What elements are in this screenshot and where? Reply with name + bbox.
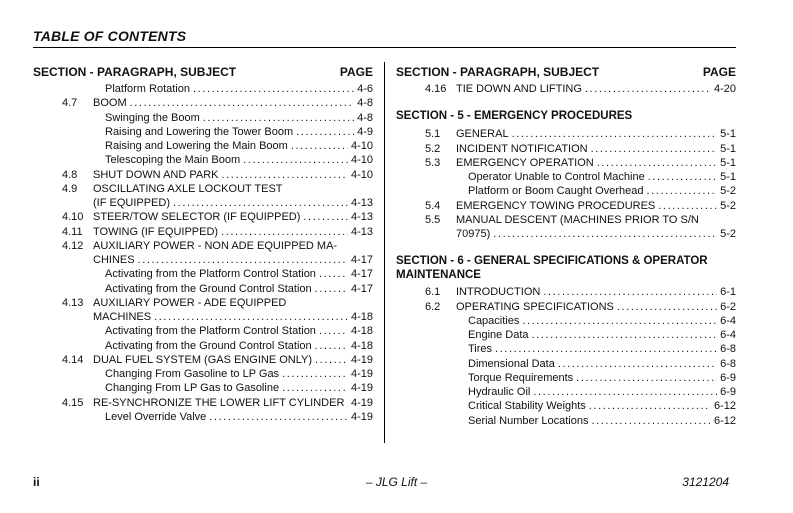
toc-entry-page: 4-20	[713, 83, 736, 95]
toc-entry-subject: SHUT DOWN AND PARK	[93, 168, 219, 181]
toc-entry[interactable]	[396, 342, 736, 356]
toc-leader-dots	[315, 339, 348, 353]
toc-leader-dots	[658, 199, 717, 213]
toc-entry-subject: Hydraulic Oil	[468, 386, 531, 398]
toc-entry-number: 4.10	[62, 211, 84, 224]
toc-entry-subject: Platform Rotation	[105, 83, 190, 95]
toc-entry[interactable]	[33, 353, 373, 367]
toc-entry-subject: TIE DOWN AND LIFTING	[456, 83, 582, 95]
toc-entry[interactable]	[396, 156, 736, 170]
toc-entry-number: 4.8	[62, 168, 78, 181]
toc-entry-subject: Engine Data	[468, 329, 529, 341]
toc-leader-dots	[222, 168, 348, 182]
page-header-label: PAGE	[339, 65, 373, 79]
toc-leader-dots	[303, 210, 348, 224]
toc-leader-dots	[291, 139, 348, 153]
toc-leader-dots	[282, 367, 348, 381]
toc-leader-dots	[558, 357, 717, 371]
toc-entry-subject: Changing From LP Gas to Gasoline	[105, 382, 280, 395]
toc-entry-subject: INCIDENT NOTIFICATION	[456, 142, 588, 155]
toc-entry-number: 4.13	[62, 296, 84, 309]
toc-entry-subject: RE-SYNCHRONIZE THE LOWER LIFT CYLINDER	[93, 396, 345, 409]
toc-entry[interactable]	[33, 282, 373, 296]
left-toc-list	[33, 82, 373, 424]
toc-entry-subject: INTRODUCTION	[456, 286, 541, 299]
toc-entry-number: 4.11	[62, 225, 83, 238]
right-column-header	[396, 64, 736, 82]
toc-entry[interactable]	[396, 328, 736, 342]
toc-entry-page: 4-19	[350, 410, 373, 423]
toc-entry-subject: Activating from the Platform Control Station	[105, 325, 316, 338]
page-header-label: PAGE	[702, 65, 736, 79]
toc-entry-subject: Level Override Valve	[105, 410, 207, 423]
toc-leader-dots	[282, 381, 348, 395]
toc-entry-subject: Activating from the Ground Control Station	[105, 339, 312, 352]
toc-entry-subject: Raising and Lowering the Main Boom	[105, 140, 288, 152]
toc-entry-number: 4.14	[62, 353, 84, 366]
toc-entry[interactable]	[396, 371, 736, 385]
toc-entry-subject: Dimensional Data	[468, 357, 555, 370]
toc-entry-number: 4.7	[62, 97, 78, 110]
toc-entry-page: 6-8	[720, 343, 736, 356]
toc-entry-number: 4.16	[425, 83, 447, 95]
toc-entry-subject: Platform or Boom Caught Overhead	[468, 185, 644, 198]
toc-leader-dots	[130, 96, 354, 110]
toc-leader-dots	[585, 82, 711, 96]
toc-entry-page: 4-13	[350, 225, 373, 238]
title-rule	[33, 47, 736, 48]
toc-leader-dots	[495, 342, 717, 356]
toc-entry[interactable]	[33, 367, 373, 381]
toc-entry-number: 6.1	[425, 286, 441, 299]
section-6-list	[396, 285, 736, 428]
toc-entry-page: 5-2	[720, 185, 736, 198]
toc-entry-subject: EMERGENCY TOWING PROCEDURES	[456, 199, 656, 212]
toc-entry-page: 5-1	[720, 142, 736, 155]
toc-entry-number: 5.2	[425, 142, 441, 155]
toc-entry-subject: DUAL FUEL SYSTEM (GAS ENGINE ONLY)	[93, 353, 313, 366]
toc-entry-subject: TOWING (IF EQUIPPED)	[93, 225, 219, 238]
toc-entry-page: 6-8	[720, 357, 736, 370]
toc-entry-page: 4-13	[350, 197, 373, 209]
toc-leader-dots	[193, 82, 354, 96]
toc-entry-subject: GENERAL	[456, 128, 509, 141]
section-5-title: SECTION - 5 - EMERGENCY PROCEDURES	[396, 110, 633, 123]
toc-entry[interactable]	[33, 381, 373, 395]
toc-entry[interactable]	[396, 142, 736, 156]
toc-entry-page: 6-1	[720, 286, 736, 299]
page-title: TABLE OF CONTENTS	[33, 28, 187, 44]
toc-leader-dots	[154, 310, 348, 324]
toc-leader-dots	[591, 142, 718, 156]
toc-entry[interactable]	[396, 399, 736, 413]
toc-entry-page: 6-4	[720, 314, 736, 327]
toc-entry-page: 4-19	[350, 368, 373, 380]
toc-entry-page: 6-12	[713, 400, 736, 413]
left-column	[33, 64, 373, 424]
toc-entry-subject: Operator Unable to Control Machine	[468, 171, 645, 183]
toc-leader-dots	[209, 410, 348, 424]
toc-entry-page: 4-10	[350, 154, 373, 167]
section-6-title-line-2: MAINTENANCE	[396, 269, 481, 282]
toc-entry[interactable]	[33, 182, 373, 196]
toc-entry-subject: Activating from the Platform Control Station	[105, 268, 316, 281]
toc-entry-page: 4-19	[350, 382, 373, 395]
toc-entry-page: 4-17	[350, 282, 373, 295]
toc-leader-dots	[315, 282, 348, 296]
toc-entry-page: 4-8	[357, 111, 373, 124]
toc-entry-page: 4-6	[357, 83, 373, 95]
toc-leader-dots	[138, 253, 348, 267]
toc-entry[interactable]	[33, 410, 373, 424]
toc-entry-page: 4-18	[350, 325, 373, 338]
toc-entry-page: 4-9	[357, 125, 373, 138]
toc-entry[interactable]	[33, 168, 373, 182]
toc-entry[interactable]	[33, 225, 373, 239]
toc-entry-page: 4-19	[350, 353, 373, 366]
toc-entry[interactable]	[396, 414, 736, 428]
toc-entry-page: 4-10	[350, 140, 373, 152]
toc-entry[interactable]	[33, 139, 373, 153]
toc-entry[interactable]	[33, 396, 373, 410]
toc-entry-subject: Critical Stability Weights	[468, 400, 586, 413]
toc-entry-number: 4.12	[62, 239, 84, 252]
toc-entry-page: 4-13	[350, 211, 373, 224]
toc-leader-dots	[533, 385, 717, 399]
toc-entry-page: 4-18	[350, 339, 373, 352]
toc-entry-subject: Telescoping the Main Boom	[105, 154, 241, 167]
toc-entry-subject: Changing From Gasoline to LP Gas	[105, 368, 280, 380]
toc-entry-subject: (IF EQUIPPED)	[93, 197, 171, 209]
toc-leader-dots	[576, 371, 717, 385]
toc-entry-page: 6-12	[713, 414, 736, 427]
toc-entry-number: 5.3	[425, 156, 441, 169]
left-column-header	[33, 64, 373, 82]
toc-entry[interactable]	[396, 300, 736, 314]
right-column	[396, 64, 736, 428]
toc-entry-page: 5-2	[720, 199, 736, 212]
toc-leader-dots	[522, 314, 717, 328]
toc-entry-subject: 70975)	[456, 228, 491, 240]
toc-leader-dots	[319, 267, 348, 281]
toc-entry-page: 5-2	[720, 228, 736, 240]
toc-leader-dots	[589, 399, 711, 413]
section-6-title-line-1: SECTION - 6 - GENERAL SPECIFICATIONS & OPERATOR	[396, 255, 708, 268]
toc-entry-subject: Capacities	[468, 314, 520, 327]
toc-entry-page: 4-10	[350, 168, 373, 181]
toc-entry[interactable]	[33, 153, 373, 167]
toc-entry-subject: OPERATING SPECIFICATIONS	[456, 300, 614, 313]
toc-entry[interactable]	[33, 296, 373, 310]
toc-leader-dots	[591, 414, 711, 428]
toc-entry-page: 5-1	[720, 171, 736, 183]
toc-entry-page: 6-9	[720, 371, 736, 384]
toc-entry-subject: AUXILIARY POWER - ADE EQUIPPED	[93, 296, 287, 309]
toc-entry-page: 4-18	[350, 311, 373, 323]
toc-leader-dots	[315, 353, 348, 367]
toc-entry-page: 4-8	[357, 97, 373, 110]
toc-entry[interactable]	[33, 253, 373, 267]
toc-entry-subject: EMERGENCY OPERATION	[456, 156, 594, 169]
right-toc-top-list	[396, 82, 736, 96]
toc-entry[interactable]	[396, 199, 736, 213]
toc-entry-subject: OSCILLATING AXLE LOCKOUT TEST	[93, 182, 283, 195]
toc-entry-subject: Activating from the Ground Control Station	[105, 282, 312, 295]
toc-leader-dots	[203, 111, 354, 125]
toc-entry[interactable]	[396, 82, 736, 96]
toc-entry-subject: MANUAL DESCENT (MACHINES PRIOR TO S/N	[456, 213, 699, 226]
toc-entry[interactable]	[33, 239, 373, 253]
toc-leader-dots	[532, 328, 718, 342]
section-header-label: SECTION - PARAGRAPH, SUBJECT	[33, 65, 237, 79]
footer-doc-number: 3121204	[682, 475, 729, 489]
toc-entry-number: 5.5	[425, 213, 441, 226]
toc-entry-number: 4.15	[62, 396, 84, 409]
toc-entry[interactable]	[396, 184, 736, 198]
toc-entry[interactable]	[396, 227, 736, 241]
toc-leader-dots	[648, 170, 717, 184]
toc-leader-dots	[646, 184, 717, 198]
toc-entry-page: 4-17	[350, 254, 373, 266]
toc-entry[interactable]	[396, 127, 736, 141]
footer-page-number: ii	[33, 475, 40, 489]
toc-leader-dots	[243, 153, 348, 167]
toc-entry-page: 5-1	[720, 156, 736, 169]
toc-entry-subject: Raising and Lowering the Tower Boom	[105, 125, 294, 138]
toc-leader-dots	[617, 300, 717, 314]
toc-leader-dots	[543, 285, 717, 299]
toc-entry-subject: CHINES	[93, 254, 135, 266]
toc-entry[interactable]	[33, 196, 373, 210]
toc-entry[interactable]	[396, 314, 736, 328]
toc-entry[interactable]	[396, 385, 736, 399]
toc-entry[interactable]	[396, 170, 736, 184]
toc-entry[interactable]	[33, 210, 373, 224]
toc-leader-dots	[221, 225, 348, 239]
footer-title: – JLG Lift –	[365, 475, 428, 489]
toc-entry-page: 6-4	[720, 329, 736, 341]
toc-entry[interactable]	[396, 357, 736, 371]
section-6-title	[396, 254, 736, 282]
toc-leader-dots	[512, 127, 718, 141]
toc-entry-subject: BOOM	[93, 97, 127, 110]
toc-leader-dots	[173, 196, 348, 210]
toc-entry[interactable]	[33, 111, 373, 125]
toc-leader-dots	[319, 324, 348, 338]
section-header-label: SECTION - PARAGRAPH, SUBJECT	[396, 65, 600, 79]
toc-entry-subject: STEER/TOW SELECTOR (IF EQUIPPED)	[93, 211, 301, 224]
section-5-list	[396, 127, 736, 241]
toc-leader-dots	[597, 156, 717, 170]
toc-entry[interactable]	[33, 324, 373, 338]
toc-leader-dots	[493, 227, 717, 241]
toc-entry-subject: MACHINES	[93, 311, 152, 323]
toc-entry-subject: Serial Number Locations	[468, 414, 589, 427]
toc-entry-subject: AUXILIARY POWER - NON ADE EQUIPPED MA-	[93, 239, 338, 252]
toc-entry-page: 5-1	[720, 128, 736, 141]
toc-entry[interactable]	[33, 96, 373, 110]
toc-entry-page: 4-17	[350, 268, 373, 281]
toc-entry-subject: Swinging the Boom	[105, 111, 200, 124]
toc-entry[interactable]	[33, 82, 373, 96]
toc-entry-number: 6.2	[425, 300, 441, 313]
toc-entry-page: 6-9	[720, 386, 736, 398]
toc-entry-page: 4-19	[350, 396, 373, 409]
column-divider	[384, 62, 385, 443]
toc-entry[interactable]	[33, 310, 373, 324]
toc-leader-dots	[296, 125, 354, 139]
toc-entry-subject: Tires	[468, 343, 493, 356]
toc-entry[interactable]	[33, 125, 373, 139]
toc-entry-subject: Torque Requirements	[468, 371, 574, 384]
toc-entry-number: 5.4	[425, 199, 441, 212]
toc-entry-number: 5.1	[425, 128, 441, 141]
toc-entry[interactable]	[33, 267, 373, 281]
toc-entry[interactable]	[396, 213, 736, 227]
toc-entry-page: 6-2	[720, 300, 736, 313]
toc-entry[interactable]	[396, 285, 736, 299]
toc-entry[interactable]	[33, 339, 373, 353]
toc-entry-number: 4.9	[62, 182, 78, 195]
